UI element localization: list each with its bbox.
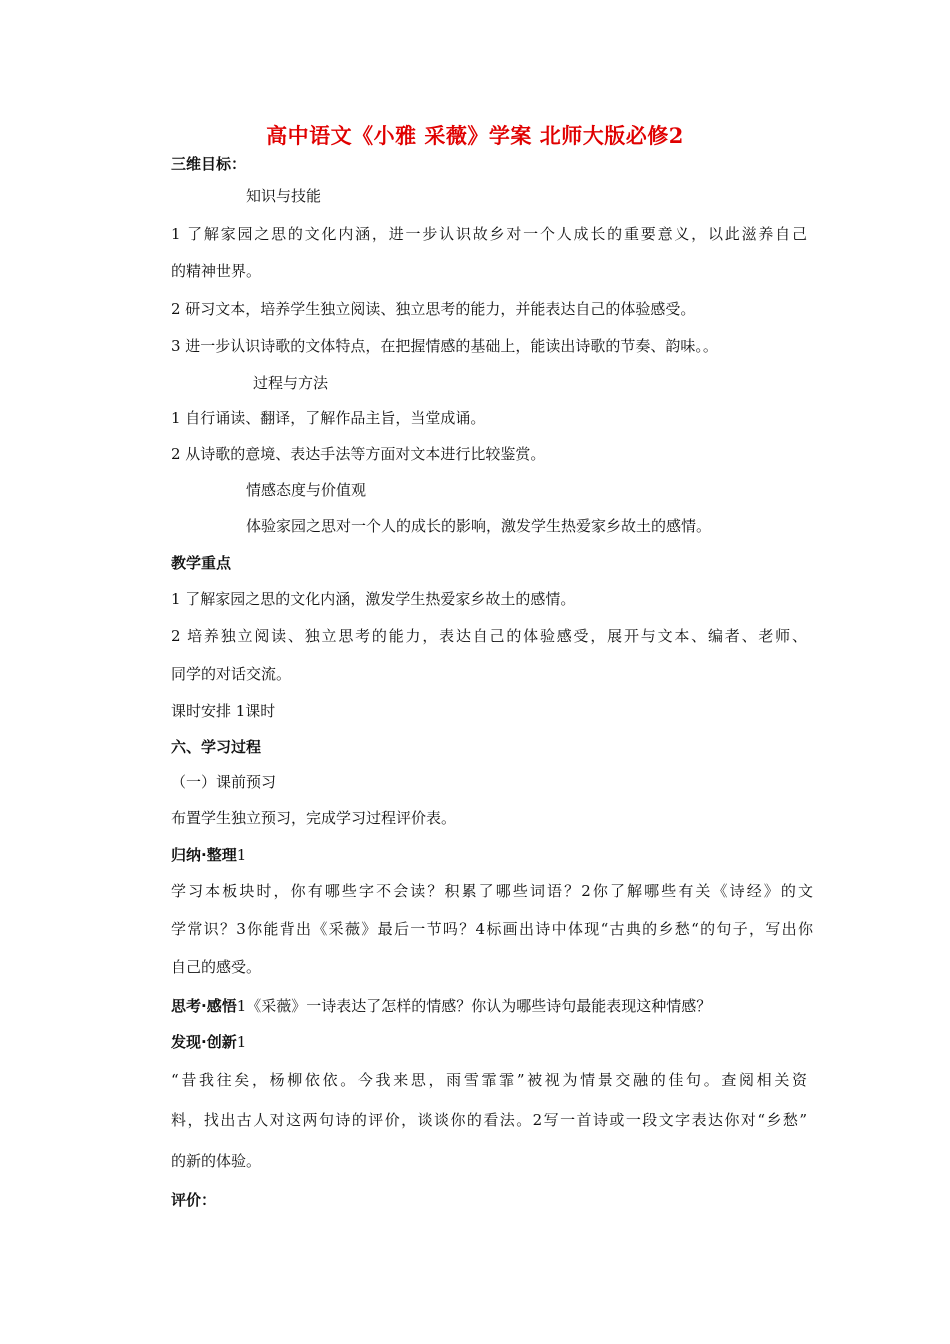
- goals-heading: 三维目标：: [171, 155, 247, 173]
- evaluation-heading: 评价：: [171, 1191, 217, 1209]
- think-paragraph: [171, 999, 711, 1014]
- knowledge-item-1-line-1: 1 了解家园之思的文化内涵，进一步认识故乡对一个人成长的重要意义，以此滋养自己: [171, 225, 807, 243]
- key-point-1: 1 了解家园之思的文化内涵，激发学生热爱家乡故土的感情。: [171, 590, 576, 608]
- key-points-heading: 教学重点: [171, 554, 232, 572]
- knowledge-item-2: 2 研习文本，培养学生独立阅读、独立思考的能力，并能表达自己的体验感受。: [171, 300, 696, 318]
- key-point-2-line-1: 2 培养独立阅读、独立思考的能力，表达自己的体验感受，展开与文本、编者、老师、: [171, 627, 807, 645]
- discover-label: 发现·创新: [171, 1033, 237, 1051]
- discover-heading: [171, 1035, 246, 1050]
- summary-heading: [171, 848, 246, 863]
- emotion-item-1: 体验家园之思对一个人的成长的影响，激发学生热爱家乡故土的感情。: [246, 517, 712, 535]
- summary-line-2: 学常识？3你能背出《采薇》最后一节吗？4标画出诗中体现“古典的乡愁“的句子，写出你: [171, 920, 813, 938]
- key-point-2-line-2: 同学的对话交流。: [171, 665, 292, 683]
- summary-label: 归纳·整理: [171, 846, 237, 864]
- process-item-2: 2 从诗歌的意境、表达手法等方面对文本进行比较鉴赏。: [171, 445, 546, 463]
- process-heading: 过程与方法: [253, 374, 329, 392]
- discover-number: 1: [236, 1033, 247, 1051]
- summary-number: 1: [236, 846, 247, 864]
- class-hours: 课时安排 1课时: [171, 702, 276, 720]
- knowledge-item-3: 3 进一步认识诗歌的文体特点，在把握情感的基础上，能读出诗歌的节奏、韵味。。: [171, 337, 718, 355]
- think-text: 1《采薇》一诗表达了怎样的情感？你认为哪些诗句最能表现这种情感？: [236, 997, 712, 1015]
- preview-heading: （一）课前预习: [171, 773, 277, 791]
- emotion-heading: 情感态度与价值观: [246, 481, 367, 499]
- learning-process-heading: 六、学习过程: [171, 738, 262, 756]
- discover-line-3: 的新的体验。: [171, 1152, 262, 1170]
- discover-line-2: 料，找出古人对这两句诗的评价，谈谈你的看法。2写一首诗或一段文字表达你对“乡愁”: [171, 1111, 807, 1129]
- discover-line-1: “昔我往矣，杨柳依依。今我来思，雨雪霏霏”被视为情景交融的佳句。查阅相关资: [171, 1071, 807, 1089]
- knowledge-item-1-line-2: 的精神世界。: [171, 262, 262, 280]
- summary-line-3: 自己的感受。: [171, 958, 262, 976]
- process-item-1: 1 自行诵读、翻译，了解作品主旨，当堂成诵。: [171, 409, 486, 427]
- summary-line-1: 学习本板块时，你有哪些字不会读？积累了哪些词语？2你了解哪些有关《诗经》的文: [171, 882, 813, 900]
- think-label: 思考·感悟: [171, 997, 237, 1015]
- preview-text: 布置学生独立预习，完成学习过程评价表。: [171, 809, 457, 827]
- knowledge-heading: 知识与技能: [246, 187, 322, 205]
- document-title: 高中语文《小雅 采薇》学案 北师大版必修2: [266, 123, 684, 148]
